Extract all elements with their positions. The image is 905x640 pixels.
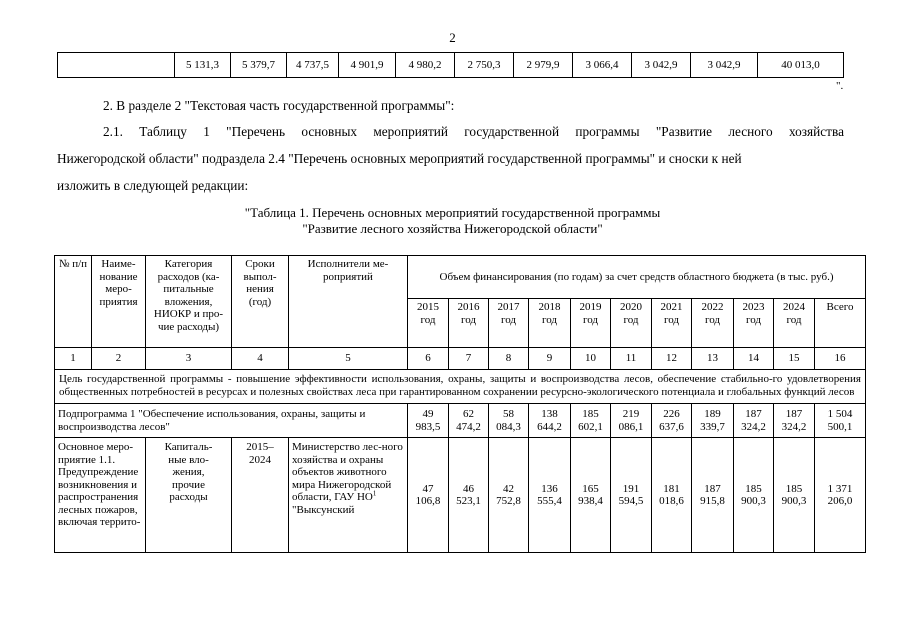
- activity-name: Основное меро-приятие 1.1. Предупреждение возникновения и распространения лесных пожаров, включая террито-: [55, 438, 146, 553]
- column-number: 14: [734, 348, 774, 370]
- subprogram-value-cell: [815, 404, 866, 438]
- column-number: 4: [232, 348, 289, 370]
- activity-value-thousands: 1 371: [827, 482, 853, 495]
- subprogram-value-units: 474,2: [456, 420, 481, 433]
- activity-value-units: 018,6: [659, 495, 684, 507]
- subprogram-value-cell: [734, 404, 774, 438]
- activity-value-thousands: 42: [503, 482, 514, 495]
- goal-row: [55, 370, 866, 404]
- summary-cell: 4 901,9: [339, 53, 396, 78]
- activities-table: [54, 255, 866, 553]
- activity-row: [55, 438, 866, 553]
- summary-row: [58, 53, 844, 78]
- column-number: 9: [529, 348, 571, 370]
- activity-executor-tail: "Выксунский: [292, 503, 355, 516]
- column-number: 8: [489, 348, 529, 370]
- subprogram-value-cell: [652, 404, 692, 438]
- activity-value-thousands: 187: [704, 482, 721, 495]
- activity-value-cell: [734, 438, 774, 553]
- subprogram-value-thousands: 49: [422, 408, 434, 420]
- summary-cell: 2 750,3: [455, 53, 514, 78]
- activity-value-units: 106,8: [415, 495, 441, 507]
- subprogram-value-thousands: 187: [785, 408, 803, 420]
- header-year: 2020 год: [611, 299, 652, 348]
- activity-value-cell: [449, 438, 489, 553]
- table-caption-line-1: "Таблица 1. Перечень основных мероприятий государственной программы: [244, 205, 661, 220]
- footnote-marker: 1: [372, 489, 377, 498]
- header-category: Категория расходов (ка-питальные вложения, НИОКР и про-чие расходы): [146, 256, 232, 348]
- subprogram-title: Подпрограмма 1 "Обеспечение использования, охраны, защиты и воспроизводства лесов": [55, 404, 408, 438]
- header-total: Всего: [815, 299, 866, 348]
- header-year: 2019 год: [571, 299, 611, 348]
- summary-empty-cell: [58, 53, 175, 78]
- subprogram-value-units: 339,7: [700, 420, 725, 433]
- subprogram-value-cell: [489, 404, 529, 438]
- header-year: 2024 год: [774, 299, 815, 348]
- goal-text: Цель государственной программы - повышение эффективности использования, охраны, защиты и воспроизводства лесов, обеспечение стабильно-го удовлетворения общественных потребностей в ресурсах и полезных свойствах леса при гарантированном сохранении ресурсно-экологического потенциала и глобальных функций лесов: [55, 370, 866, 404]
- header-year: 2015 год: [408, 299, 449, 348]
- activity-value-cell: [489, 438, 529, 553]
- subprogram-value-thousands: 189: [704, 408, 721, 420]
- column-number: 2: [92, 348, 146, 370]
- activity-period: 2015–2024: [232, 438, 289, 553]
- activity-value-units: 555,4: [537, 495, 562, 507]
- header-year: 2023 год: [734, 299, 774, 348]
- activity-value-units: 752,8: [496, 495, 521, 507]
- subprogram-value-cell: [449, 404, 489, 438]
- activity-value-cell: [692, 438, 734, 553]
- activity-value-cell: [571, 438, 611, 553]
- header-year: 2016 год: [449, 299, 489, 348]
- column-number: 7: [449, 348, 489, 370]
- summary-cell: 4 980,2: [396, 53, 455, 78]
- subprogram-value-cell: [692, 404, 734, 438]
- activity-value-units: 900,3: [741, 495, 766, 507]
- column-number: 15: [774, 348, 815, 370]
- activity-value-cell: [611, 438, 652, 553]
- header-year: 2021 год: [652, 299, 692, 348]
- activity-executor-text: Министерство лес-ного хозяйства и охраны объектов животного мира Нижегородской области, ГАУ НО: [292, 441, 403, 503]
- activity-value-units: 523,1: [456, 495, 481, 507]
- header-year: 2017 год: [489, 299, 529, 348]
- activity-value-units: 900,3: [781, 495, 807, 507]
- summary-cell: 3 042,9: [691, 53, 758, 78]
- summary-cell: 5 379,7: [231, 53, 287, 78]
- activity-value-cell: [529, 438, 571, 553]
- section-2-heading: 2. В разделе 2 "Текстовая часть государственной программы":: [103, 98, 455, 113]
- summary-cell: 40 013,0: [758, 53, 844, 78]
- subprogram-value-units: 644,2: [537, 420, 562, 433]
- subprogram-row: [55, 404, 866, 438]
- header-funding: Объем финансирования (по годам) за счет средств областного бюджета (в тыс. руб.): [408, 256, 866, 299]
- activity-value-thousands: 47: [422, 482, 434, 495]
- subprogram-value-thousands: 62: [463, 408, 474, 420]
- activity-value-units: 915,8: [700, 495, 725, 507]
- subprogram-value-thousands: 138: [541, 408, 558, 420]
- subprogram-value-units: 086,1: [618, 420, 644, 433]
- end-quote: ".: [836, 80, 844, 92]
- header-year: 2018 год: [529, 299, 571, 348]
- subprogram-value-cell: [529, 404, 571, 438]
- header-row: [55, 256, 866, 299]
- subprogram-value-cell: [571, 404, 611, 438]
- subprogram-value-thousands: 219: [622, 408, 640, 420]
- header-executors: Исполнители ме-роприятий: [289, 256, 408, 348]
- summary-cell: 3 042,9: [632, 53, 691, 78]
- activity-value-thousands: 191: [622, 482, 640, 495]
- column-number: 1: [55, 348, 92, 370]
- subprogram-value-cell: [774, 404, 815, 438]
- subprogram-value-cell: [611, 404, 652, 438]
- header-year: 2022 год: [692, 299, 734, 348]
- summary-row-table: [57, 52, 844, 78]
- column-number: 16: [815, 348, 866, 370]
- subprogram-value-thousands: 187: [745, 408, 762, 420]
- subprogram-value-thousands: 58: [503, 408, 514, 420]
- activity-category: Капиталь-ные вло-жения, прочие расходы: [146, 438, 232, 553]
- header-name: Наиме-нование меро-приятия: [92, 256, 146, 348]
- activity-value-units: 206,0: [827, 495, 853, 507]
- subprogram-value-units: 324,2: [741, 420, 766, 433]
- activity-value-cell: [774, 438, 815, 553]
- column-number: 13: [692, 348, 734, 370]
- activity-value-units: 594,5: [618, 495, 644, 507]
- summary-cell: 3 066,4: [573, 53, 632, 78]
- column-number: 5: [289, 348, 408, 370]
- summary-cell: 5 131,3: [175, 53, 231, 78]
- header-num: № п/п: [55, 256, 92, 348]
- activity-value-units: 938,4: [578, 495, 603, 507]
- subprogram-value-thousands: 226: [663, 408, 680, 420]
- subprogram-value-units: 602,1: [578, 420, 603, 433]
- column-number: 6: [408, 348, 449, 370]
- subprogram-value-units: 084,3: [496, 420, 521, 433]
- item-2-1-line-1: 2.1. Таблицу 1 "Перечень основных мероприятий государственной программы "Развитие лесного хозяйства: [103, 124, 844, 139]
- page-number: 2: [449, 30, 456, 45]
- summary-cell: 4 737,5: [287, 53, 339, 78]
- activity-value-cell: [652, 438, 692, 553]
- activity-value-thousands: 165: [582, 482, 599, 495]
- header-period: Сроки выпол-нения (год): [232, 256, 289, 348]
- activity-value-thousands: 185: [785, 482, 803, 495]
- item-2-1-line-2: Нижегородской области" подраздела 2.4 "Перечень основных мероприятий государственной программы" и сноски к ней: [57, 151, 742, 166]
- column-number: 12: [652, 348, 692, 370]
- column-numbers-row: [55, 348, 866, 370]
- subprogram-value-units: 637,6: [659, 420, 684, 433]
- activity-value-thousands: 136: [541, 482, 558, 495]
- item-2-1-line-3: изложить в следующей редакции:: [57, 178, 249, 193]
- activity-value-cell: [408, 438, 449, 553]
- column-number: 10: [571, 348, 611, 370]
- subprogram-value-units: 983,5: [415, 420, 441, 433]
- subprogram-value-thousands: 1 504: [827, 408, 853, 420]
- activity-value-thousands: 46: [463, 482, 474, 495]
- subprogram-value-cell: [408, 404, 449, 438]
- column-number: 3: [146, 348, 232, 370]
- summary-cell: 2 979,9: [514, 53, 573, 78]
- column-number: 11: [611, 348, 652, 370]
- activity-executor: [289, 438, 408, 553]
- activity-value-thousands: 185: [745, 482, 762, 495]
- subprogram-value-units: 324,2: [781, 420, 807, 433]
- activity-value-cell: [815, 438, 866, 553]
- table-caption-line-2: "Развитие лесного хозяйства Нижегородской области": [302, 221, 603, 236]
- activity-value-thousands: 181: [663, 482, 680, 495]
- subprogram-value-units: 500,1: [827, 420, 853, 433]
- subprogram-value-thousands: 185: [582, 408, 599, 420]
